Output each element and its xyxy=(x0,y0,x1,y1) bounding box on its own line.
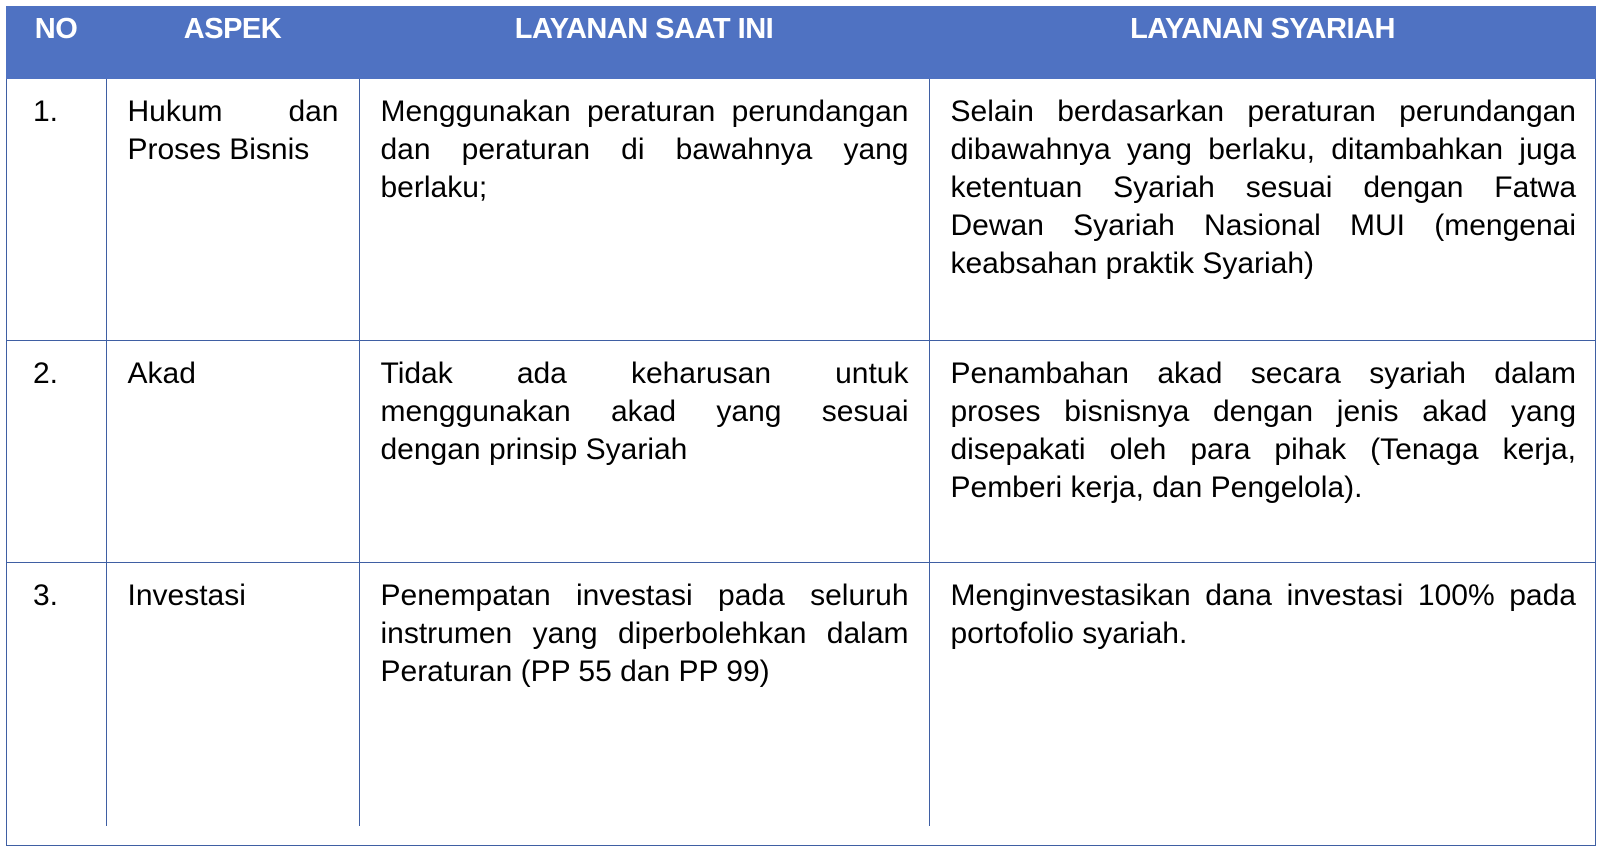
table-row xyxy=(6,341,1596,563)
row-syariah: Selain berdasarkan peraturan perundangan dibawahnya yang berlaku, ditambahkan juga ketentuan Syariah sesuai dengan Fatwa Dewan Syariah Nasional MUI (mengenai keabsahan praktik Syariah) xyxy=(929,79,1596,341)
row-aspek: Akad xyxy=(106,341,359,563)
header-aspek xyxy=(106,6,359,79)
header-syariah-label: LAYANAN SYARIAH xyxy=(1130,13,1395,45)
table-header xyxy=(6,6,1596,79)
row-aspek: Investasi xyxy=(106,563,359,827)
row-saat-ini: Menggunakan peraturan perundangan dan peraturan di bawahnya yang berlaku; xyxy=(359,79,929,341)
header-no-label: NO xyxy=(34,13,78,45)
row-syariah: Menginvestasikan dana investasi 100% pada portofolio syariah. xyxy=(929,563,1596,827)
row-saat-ini: Tidak ada keharusan untuk menggunakan akad yang sesuai dengan prinsip Syariah xyxy=(359,341,929,563)
table-body xyxy=(6,79,1596,826)
row-saat-ini: Penempatan investasi pada seluruh instrumen yang diperbolehkan dalam Peraturan (PP 55 dan PP 99) xyxy=(359,563,929,827)
row-number: 3. xyxy=(6,563,106,827)
header-saat-ini-label: LAYANAN SAAT INI xyxy=(514,13,774,45)
table-row xyxy=(6,79,1596,341)
row-number: 1. xyxy=(6,79,106,341)
row-aspek: Hukum dan Proses Bisnis xyxy=(106,79,359,341)
header-syariah xyxy=(929,6,1596,79)
table-row xyxy=(6,563,1596,827)
header-no xyxy=(6,6,106,79)
comparison-table xyxy=(6,6,1596,826)
row-number: 2. xyxy=(6,341,106,563)
row-syariah: Penambahan akad secara syariah dalam proses bisnisnya dengan jenis akad yang disepakati oleh para pihak (Tenaga kerja, Pemberi kerja, dan Pengelola). xyxy=(929,341,1596,563)
header-aspek-label: ASPEK xyxy=(183,13,282,45)
header-saat-ini xyxy=(359,6,929,79)
header-row xyxy=(6,6,1596,79)
